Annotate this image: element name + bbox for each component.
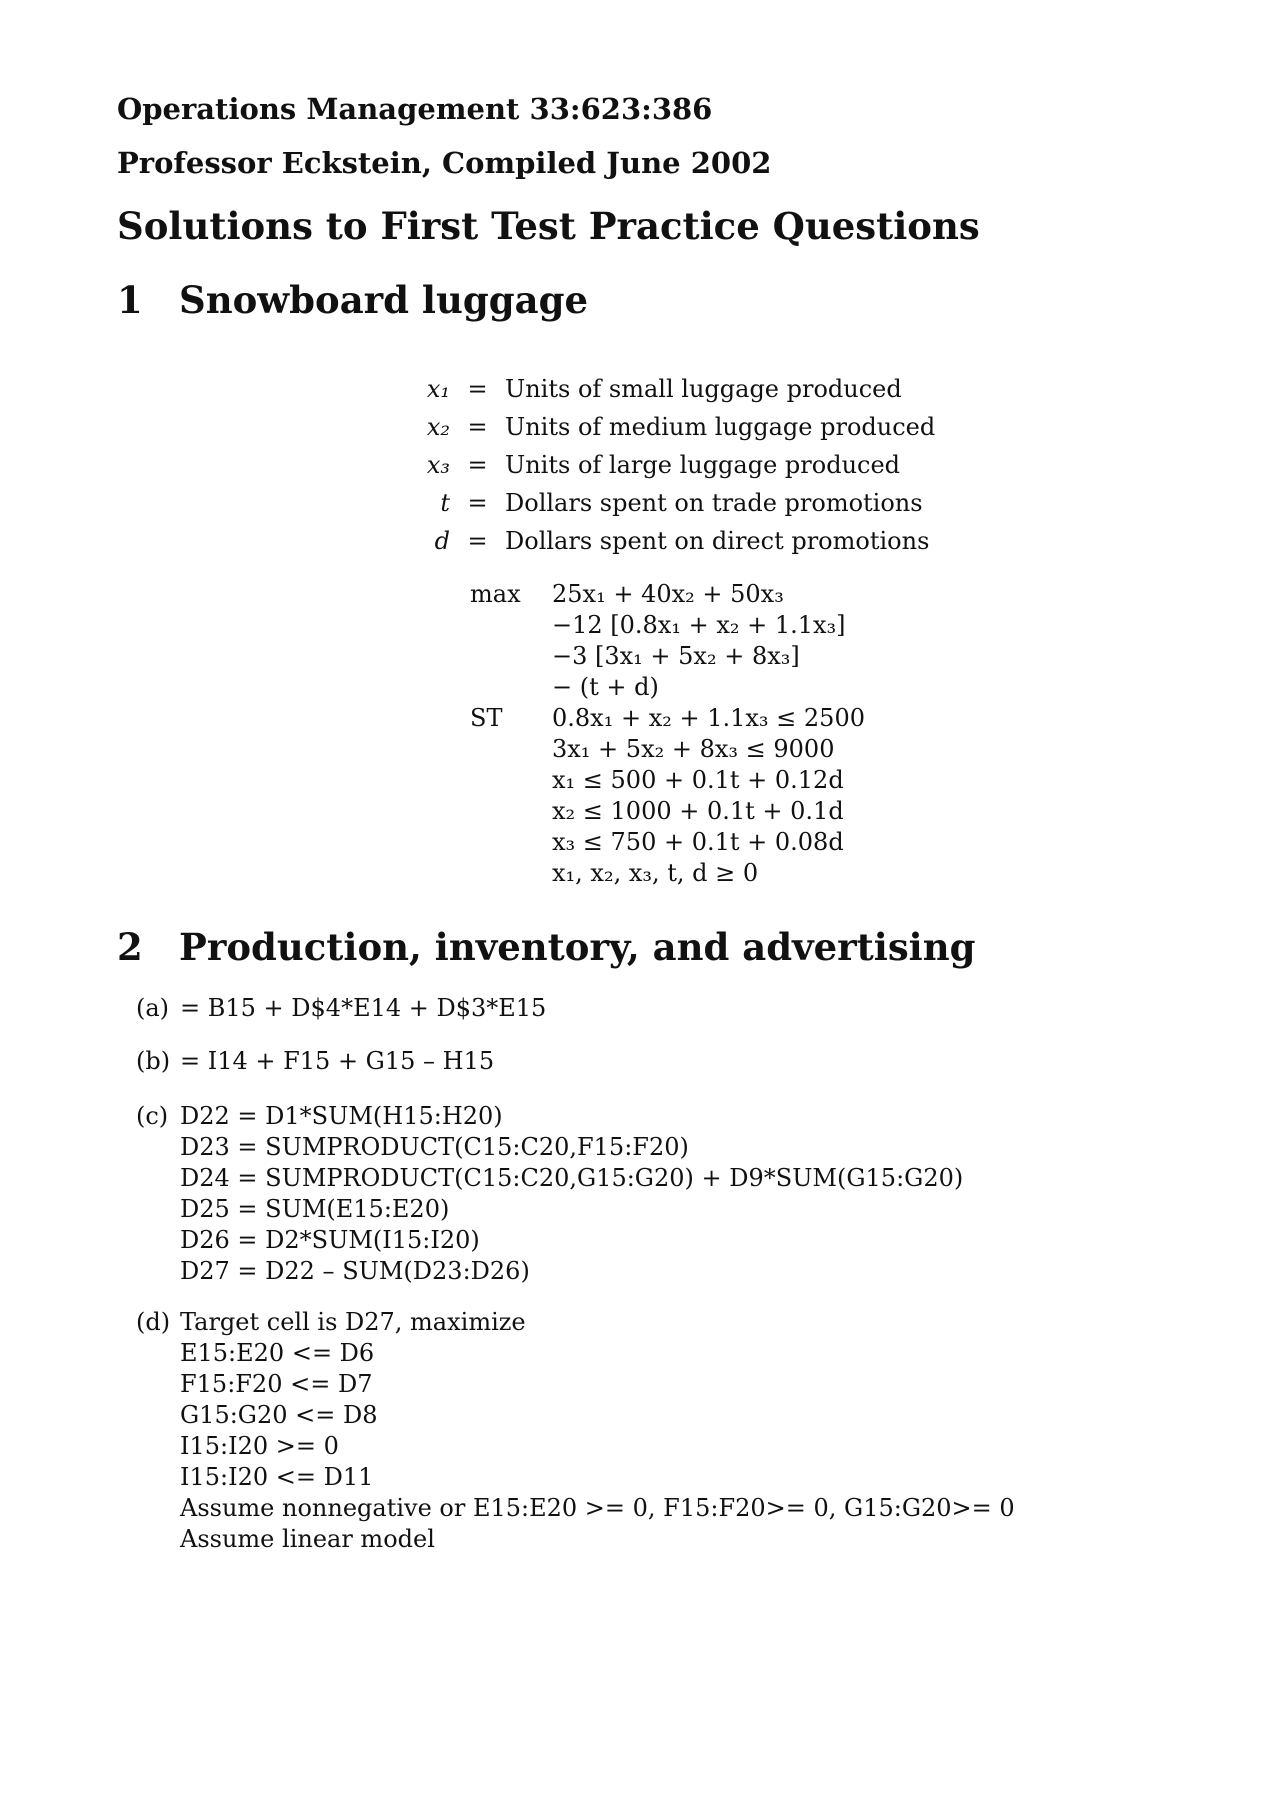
answer-d: [136, 1306, 1015, 1554]
section-1-heading: [117, 278, 588, 322]
section-2-heading: [117, 925, 975, 969]
answer-b: [136, 1045, 494, 1076]
solver-line: I15:I20 >= 0: [180, 1431, 339, 1460]
variable-definition: Dollars spent on trade promotions: [505, 489, 923, 517]
variable-row: [380, 408, 935, 446]
variable-symbol: x₁: [426, 375, 450, 403]
answer-label: (d): [136, 1307, 171, 1336]
model-expression: −12 [0.8x₁ + x₂ + 1.1x₃]: [552, 610, 846, 639]
course-title: Operations Management 33:623:386: [117, 92, 713, 126]
variable-row: [380, 370, 935, 408]
model-row: [470, 857, 865, 888]
model-row: [470, 640, 865, 671]
model-row: [470, 609, 865, 640]
variable-symbol: x₂: [426, 413, 450, 441]
variable-definition: Units of small luggage produced: [505, 375, 902, 403]
section-number: 2: [117, 925, 143, 969]
variable-definition: Dollars spent on direct promotions: [505, 527, 930, 555]
equals-sign: =: [467, 375, 488, 403]
answer-a: [136, 992, 546, 1023]
solver-line: G15:G20 <= D8: [180, 1400, 378, 1429]
variable-symbol: t: [440, 489, 450, 517]
variable-row: [380, 446, 935, 484]
equals-sign: =: [467, 489, 488, 517]
answer-text: = I14 + F15 + G15 – H15: [180, 1046, 495, 1075]
model-expression: − (t + d): [552, 672, 659, 701]
model-row: [470, 733, 865, 764]
equals-sign: =: [467, 413, 488, 441]
answer-text: = B15 + D$4*E14 + D$3*E15: [180, 993, 547, 1022]
variable-row: [380, 484, 935, 522]
formula-line: D25 = SUM(E15:E20): [180, 1194, 450, 1223]
formula-line: D24 = SUMPRODUCT(C15:C20,G15:G20) + D9*SUM(G15:G20): [180, 1163, 964, 1192]
model-row: [470, 671, 865, 702]
model-row: [470, 702, 865, 733]
model-expression: x₁ ≤ 500 + 0.1t + 0.12d: [552, 765, 844, 794]
lp-model: [470, 578, 865, 888]
answer-label: (a): [136, 993, 170, 1022]
formula-line: D22 = D1*SUM(H15:H20): [180, 1101, 503, 1130]
solver-line: I15:I20 <= D11: [180, 1462, 374, 1491]
variable-definition: Units of large luggage produced: [505, 451, 901, 479]
model-keyword: ST: [470, 703, 503, 732]
model-row: [470, 795, 865, 826]
section-number: 1: [117, 278, 143, 322]
answer-label: (c): [136, 1101, 169, 1130]
answer-c: [136, 1100, 963, 1286]
solver-line: Assume nonnegative or E15:E20 >= 0, F15:F20>= 0, G15:G20>= 0: [180, 1493, 1015, 1522]
professor-line: Professor Eckstein, Compiled June 2002: [117, 146, 772, 180]
variable-symbol: d: [434, 527, 450, 555]
solver-line: E15:E20 <= D6: [180, 1338, 375, 1367]
variable-row: [380, 522, 935, 560]
model-expression: 25x₁ + 40x₂ + 50x₃: [552, 579, 784, 608]
model-expression: x₂ ≤ 1000 + 0.1t + 0.1d: [552, 796, 844, 825]
equals-sign: =: [467, 527, 488, 555]
solver-line: Target cell is D27, maximize: [180, 1307, 526, 1336]
model-expression: x₃ ≤ 750 + 0.1t + 0.08d: [552, 827, 844, 856]
model-expression: −3 [3x₁ + 5x₂ + 8x₃]: [552, 641, 800, 670]
variable-symbol: x₃: [426, 451, 450, 479]
variable-definition: Units of medium luggage produced: [505, 413, 936, 441]
model-row: [470, 578, 865, 609]
equals-sign: =: [467, 451, 488, 479]
model-expression: 3x₁ + 5x₂ + 8x₃ ≤ 9000: [552, 734, 835, 763]
solver-line: F15:F20 <= D7: [180, 1369, 373, 1398]
model-row: [470, 764, 865, 795]
formula-line: D23 = SUMPRODUCT(C15:C20,F15:F20): [180, 1132, 689, 1161]
document-title: Solutions to First Test Practice Questions: [117, 204, 980, 248]
answer-label: (b): [136, 1046, 171, 1075]
section-title: Snowboard luggage: [179, 278, 589, 322]
solver-line: Assume linear model: [180, 1524, 435, 1553]
model-keyword: max: [470, 579, 521, 608]
formula-line: D26 = D2*SUM(I15:I20): [180, 1225, 480, 1254]
section-title: Production, inventory, and advertising: [179, 925, 976, 969]
model-expression: x₁, x₂, x₃, t, d ≥ 0: [552, 858, 759, 887]
model-expression: 0.8x₁ + x₂ + 1.1x₃ ≤ 2500: [552, 703, 865, 732]
formula-line: D27 = D22 – SUM(D23:D26): [180, 1256, 530, 1285]
variable-definitions: [380, 370, 935, 560]
model-row: [470, 826, 865, 857]
